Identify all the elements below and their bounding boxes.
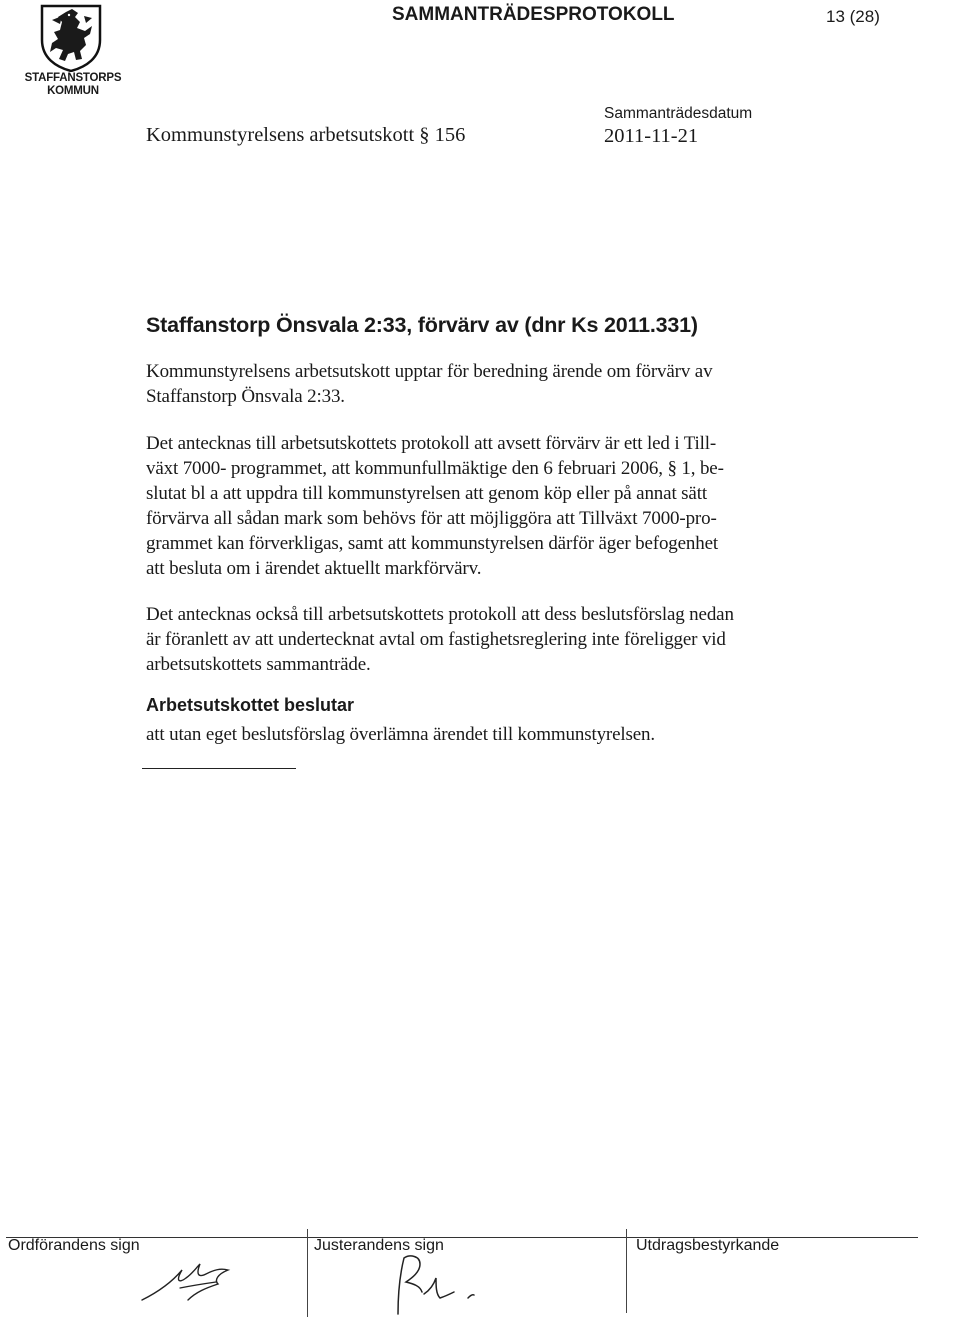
decision-heading: Arbetsutskottet beslutar: [146, 695, 355, 715]
adjuster-sign-label: Justerandens sign: [314, 1237, 444, 1254]
paragraph-intro: [146, 359, 846, 409]
paragraph-line: att besluta om i ärendet aktuellt markförvärv.: [146, 558, 482, 579]
griffin-coat-of-arms-icon: [40, 4, 102, 72]
footer-rule: [6, 1237, 918, 1238]
document-type: SAMMANTRÄDESPROTOKOLL: [392, 4, 675, 25]
decision-text: att utan eget beslutsförslag överlämna ärendet till kommunstyrelsen.: [146, 724, 655, 745]
handwritten-signature-icon: [136, 1248, 246, 1308]
section-end-rule: [142, 768, 296, 769]
paragraph-line: Det antecknas till arbetsutskottets protokoll att avsett förvärv är ett led i Till-: [146, 433, 717, 454]
paragraph-note: [146, 602, 846, 677]
municipality-name-line-2: KOMMUN: [47, 85, 99, 97]
footer-divider: [307, 1229, 308, 1317]
section-title: Staffanstorp Önsvala 2:33, förvärv av (dnr Ks 2011.331): [146, 313, 698, 337]
paragraph-line: växt 7000- programmet, att kommunfullmäktige den 6 februari 2006, § 1, be-: [146, 458, 724, 479]
municipality-name: [14, 72, 132, 98]
page-number: 13 (28): [826, 7, 880, 26]
footer-divider: [626, 1229, 627, 1313]
paragraph-line: Staffanstorp Önsvala 2:33.: [146, 386, 345, 407]
meeting-date-label: Sammanträdesdatum: [604, 105, 753, 122]
paragraph-line: slutat bl a att uppdra till kommunstyrelsen att genom köp eller på annat sätt: [146, 483, 707, 504]
paragraph-background: [146, 431, 846, 581]
handwritten-initials-icon: [380, 1250, 490, 1316]
paragraph-line: Kommunstyrelsens arbetsutskott upptar för beredning ärende om förvärv av: [146, 361, 713, 382]
paragraph-line: grammet kan förverkligas, samt att kommunstyrelsen därför äger befogenhet: [146, 533, 719, 554]
paragraph-line: är föranlett av att undertecknat avtal om fastighetsreglering inte föreligger vid: [146, 629, 726, 650]
paragraph-line: Det antecknas också till arbetsutskottets protokoll att dess beslutsförslag nedan: [146, 604, 734, 625]
committee-and-paragraph: Kommunstyrelsens arbetsutskott § 156: [146, 124, 466, 146]
municipality-name-line-1: STAFFANSTORPS: [24, 72, 122, 84]
extract-certification-label: Utdragsbestyrkande: [636, 1237, 780, 1254]
paragraph-line: förvärva all sådan mark som behövs för att möjliggöra att Tillväxt 7000-pro-: [146, 508, 717, 529]
paragraph-line: arbetsutskottets sammanträde.: [146, 654, 371, 675]
meeting-date: 2011-11-21: [604, 125, 699, 147]
chair-sign-label: Ordförandens sign: [8, 1237, 140, 1254]
